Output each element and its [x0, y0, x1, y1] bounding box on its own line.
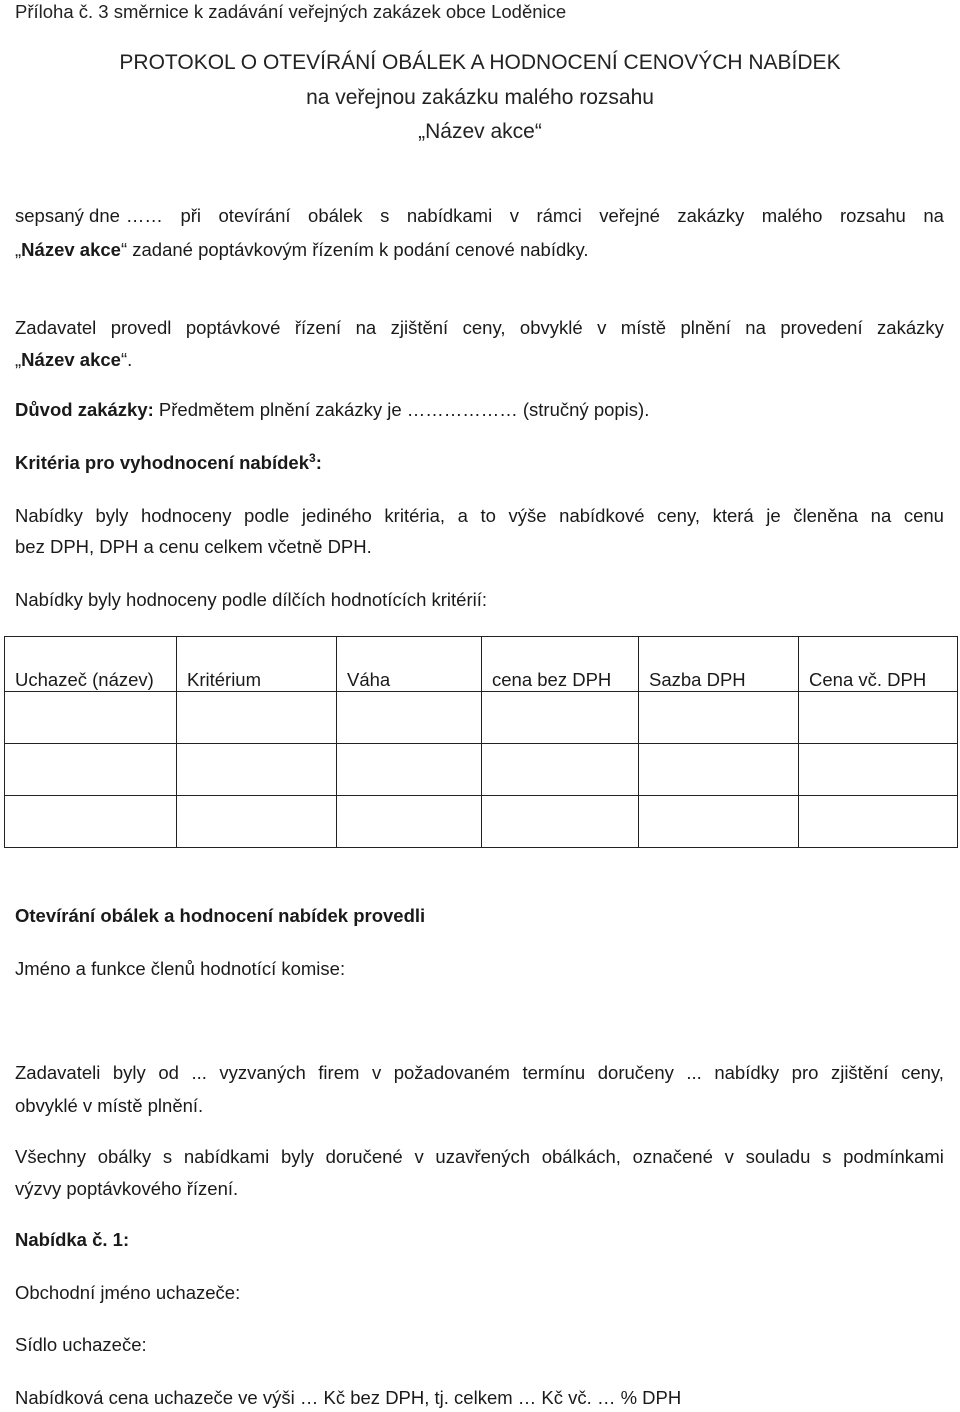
dilci-kriteria-text: Nabídky byly hodnoceny podle dílčích hodnotících kritérií: [15, 589, 488, 610]
table-cell [482, 796, 639, 848]
nabidky-word: na [870, 505, 892, 526]
doruceni-word: nabídky [714, 1062, 780, 1083]
zadavatel-word: poptávkové [185, 317, 281, 338]
doruceni-word: od [158, 1062, 179, 1083]
nabidky-word: Nabídky [15, 505, 83, 526]
doruceni-word: pro [791, 1062, 819, 1083]
table-row [5, 796, 958, 848]
nabidky-word: která [712, 505, 754, 526]
protocol-subtitle: na veřejnou zakázku malého rozsahu [306, 86, 654, 109]
nabidky-word: byly [95, 505, 129, 526]
zadavatel-word: provedení [780, 317, 863, 338]
kriteria-heading: Kritéria pro vyhodnocení nabídek$^3$: [15, 450, 322, 473]
nabidky-word: hodnoceny [140, 505, 232, 526]
zadavatel-word: na [355, 317, 377, 338]
doruceni-word: ... [191, 1062, 207, 1083]
intro-line-1: sepsaný dne …… při otevírání obálek s nabídkami v rámci veřejné zakázky malého rozsahu na [15, 205, 944, 226]
obalky-word: uzavřených [435, 1146, 531, 1167]
col-cena-vc-dph: Cena vč. DPH [799, 637, 958, 692]
doruceni-word: termínu [522, 1062, 586, 1083]
zadavatel-word: na [745, 317, 766, 338]
obalky-word: Všechny [15, 1146, 86, 1167]
doruceni-word: ... [686, 1062, 702, 1083]
zadavatel-line-2: „Název akce“. [15, 349, 133, 370]
table-cell [177, 744, 337, 796]
doruceni-word: požadovaném [393, 1062, 510, 1083]
nabidky-word: členěna [793, 505, 859, 526]
zadavatel-line-1 [15, 316, 944, 340]
doruceni-line-2: obvyklé v místě plnění. [15, 1095, 204, 1116]
table-row [5, 692, 958, 744]
evaluation-table [4, 636, 958, 848]
obalky-word: s [162, 1146, 173, 1167]
zadavatel-word: plnění [680, 317, 731, 338]
table-cell [799, 744, 958, 796]
obalky-word: označené [632, 1146, 713, 1167]
nabidky-word: cenu [903, 505, 944, 526]
doruceni-word: doručeny [597, 1062, 674, 1083]
obalky-word: nabídkami [183, 1146, 270, 1167]
doruceni-word: zjištění [830, 1062, 889, 1083]
zadavatel-word: obvyklé [519, 317, 583, 338]
table-cell [799, 796, 958, 848]
nabidky-word: nabídkové [559, 505, 645, 526]
intro-line-2: „Název akce“ zadané poptávkovým řízením k podání cenové nabídky. [15, 239, 589, 260]
zadavatel-word: zakázky [877, 317, 944, 338]
table-cell [639, 692, 799, 744]
table-cell [639, 744, 799, 796]
nabidky-word: jediného [301, 505, 372, 526]
col-uchazec: Uchazeč (název) [5, 637, 177, 692]
obalky-word: obálkách, [541, 1146, 621, 1167]
doruceni-word: Zadavateli [15, 1062, 101, 1083]
table-cell [5, 692, 177, 744]
obchodni-jmeno-label: Obchodní jméno uchazeče: [15, 1282, 241, 1303]
nabidky-word: kritéria, [384, 505, 446, 526]
doruceni-word: ceny, [901, 1062, 944, 1083]
protocol-title: PROTOKOL O OTEVÍRÁNÍ OBÁLEK A HODNOCENÍ CENOVÝCH NABÍDEK [119, 51, 841, 74]
zadavatel-word: místě [620, 317, 667, 338]
attachment-note: Příloha č. 3 směrnice k zadávání veřejných zakázek obce Loděnice [15, 1, 567, 22]
nabidky-word: výše [508, 505, 547, 526]
table-cell [5, 744, 177, 796]
obalky-word: s [822, 1146, 832, 1167]
obalky-word: v [414, 1146, 424, 1167]
obalky-word: v [724, 1146, 734, 1167]
komise-members-label: Jméno a funkce členů hodnotící komise: [15, 958, 346, 979]
komise-heading: Otevírání obálek a hodnocení nabídek provedli [15, 905, 426, 926]
table-cell [337, 692, 482, 744]
table-header-row [5, 637, 958, 692]
obalky-line-2: výzvy poptávkového řízení. [15, 1178, 239, 1199]
doruceni-word: firem [318, 1062, 360, 1083]
nabidkova-cena-line: Nabídková cena uchazeče ve výši … Kč bez DPH, tj. celkem … Kč vč. … % DPH [15, 1387, 682, 1408]
col-kriterium: Kritérium [177, 637, 337, 692]
table-cell [639, 796, 799, 848]
doruceni-line-1 [15, 1061, 944, 1085]
obalky-line-1 [15, 1145, 944, 1169]
obalky-word: byly [280, 1146, 314, 1167]
table-cell [177, 692, 337, 744]
obalky-word: doručené [325, 1146, 403, 1167]
table-cell [177, 796, 337, 848]
table-row [5, 744, 958, 796]
project-name-placeholder: „Název akce“ [418, 120, 542, 143]
doruceni-word: v [371, 1062, 382, 1083]
table-cell [337, 744, 482, 796]
zadavatel-word: v [597, 317, 607, 338]
table-cell [799, 692, 958, 744]
nabidky-line-1 [15, 504, 944, 528]
zadavatel-word: provedl [110, 317, 172, 338]
table-cell [482, 692, 639, 744]
nabidky-word: je [766, 505, 781, 526]
nabidky-word: a [457, 505, 468, 526]
obalky-word: podmínkami [843, 1146, 944, 1167]
table-cell [337, 796, 482, 848]
zadavatel-word: zjištění [390, 317, 449, 338]
table-cell [482, 744, 639, 796]
table-cell [5, 796, 177, 848]
doruceni-word: vyzvaných [219, 1062, 306, 1083]
nabidky-word: to [480, 505, 496, 526]
zadavatel-word: Zadavatel [15, 317, 97, 338]
duvod-zakazky: Důvod zakázky: Předmětem plnění zakázky je ……………… (stručný popis). [15, 399, 650, 420]
doruceni-word: byly [112, 1062, 146, 1083]
zadavatel-word: řízení [294, 317, 342, 338]
nabidky-word: ceny, [657, 505, 700, 526]
nabidky-line-2: bez DPH, DPH a cenu celkem včetně DPH. [15, 536, 372, 557]
col-sazba-dph: Sazba DPH [639, 637, 799, 692]
sidlo-label: Sídlo uchazeče: [15, 1334, 147, 1355]
col-cena-bez-dph: cena bez DPH [482, 637, 639, 692]
col-vaha: Váha [337, 637, 482, 692]
nabidka-heading: Nabídka č. 1: [15, 1229, 130, 1250]
nabidky-word: podle [244, 505, 290, 526]
zadavatel-word: ceny, [462, 317, 506, 338]
obalky-word: souladu [745, 1146, 811, 1167]
obalky-word: obálky [97, 1146, 152, 1167]
